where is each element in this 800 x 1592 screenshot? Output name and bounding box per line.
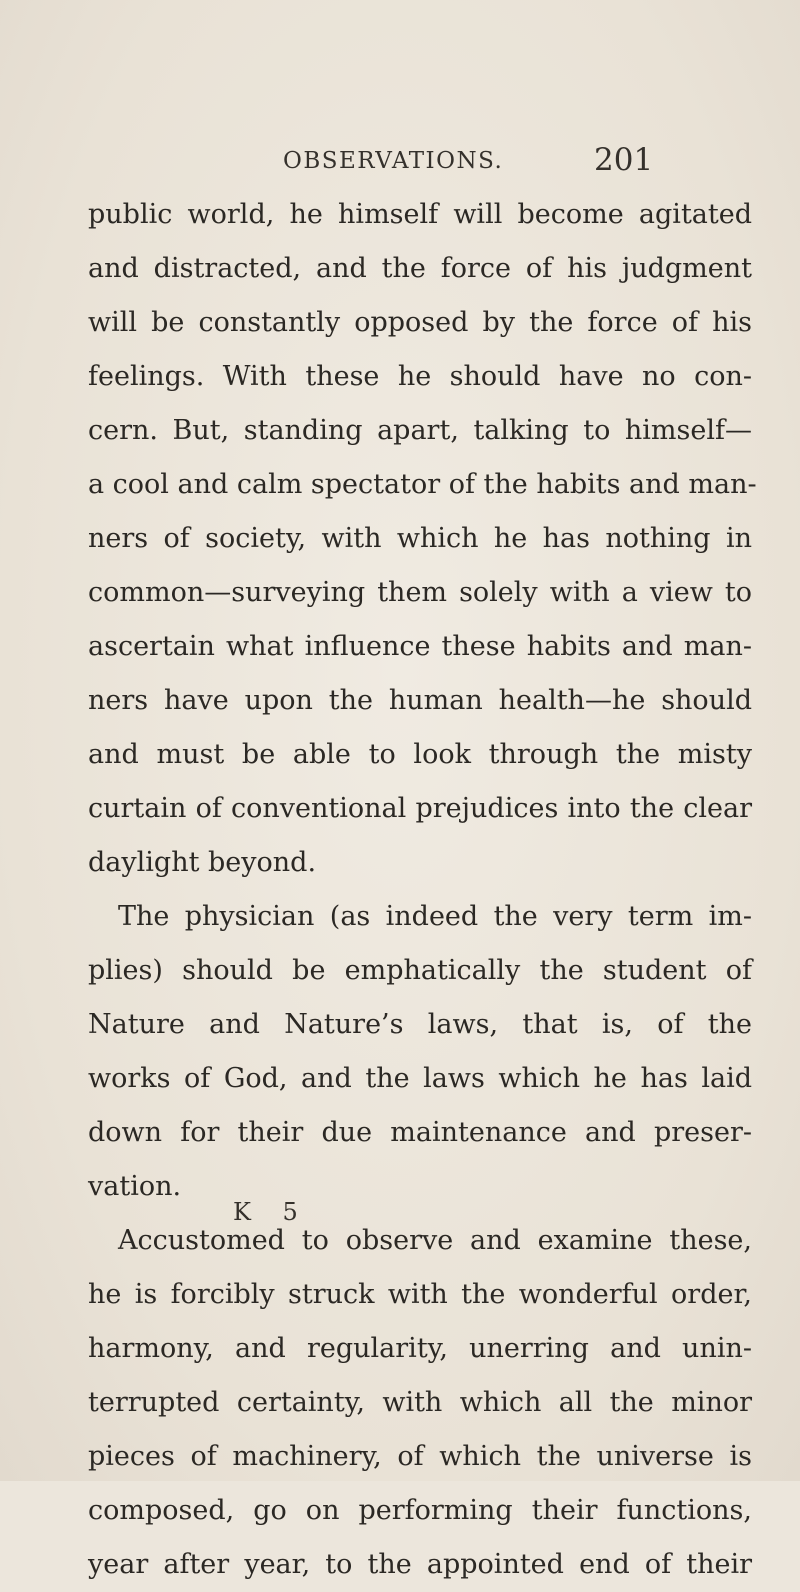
- text-line: down for their due maintenance and preser-: [88, 1117, 752, 1148]
- text-line: harmony, and regularity, unerring and unin-: [88, 1333, 752, 1364]
- text-line: ners of society, with which he has nothing in: [88, 523, 752, 554]
- running-head: [0, 142, 800, 186]
- text-line: ascertain what influence these habits and man-: [88, 631, 752, 662]
- text-line: cern. But, standing apart, talking to himself—: [88, 415, 752, 446]
- text-line: pieces of machinery, of which the universe is: [88, 1441, 752, 1472]
- body-text: [88, 188, 757, 1592]
- text-line: composed, go on performing their functions,: [88, 1495, 752, 1526]
- text-line: year after year, to the appointed end of their: [88, 1549, 752, 1580]
- text-line: and distracted, and the force of his judgment: [88, 253, 752, 284]
- text-line: and must be able to look through the misty: [88, 739, 752, 770]
- text-line: ners have upon the human health—he should: [88, 685, 752, 716]
- text-line: Accustomed to observe and examine these,: [118, 1225, 752, 1256]
- text-line: curtain of conventional prejudices into the clear: [88, 793, 752, 824]
- page-number: 201: [594, 142, 654, 178]
- text-line: plies) should be emphatically the student of: [88, 955, 752, 986]
- text-line: terrupted certainty, with which all the minor: [88, 1387, 752, 1418]
- running-title: OBSERVATIONS.: [283, 148, 504, 174]
- text-line: works of God, and the laws which he has laid: [88, 1063, 752, 1094]
- text-line: The physician (as indeed the very term im-: [118, 901, 752, 932]
- text-line: daylight beyond.: [88, 847, 317, 878]
- text-line: common—surveying them solely with a view to: [88, 577, 752, 608]
- text-line: a cool and calm spectator of the habits and man-: [88, 469, 757, 500]
- signature-mark: K 5: [233, 1198, 310, 1226]
- text-line: he is forcibly struck with the wonderful order,: [88, 1279, 752, 1310]
- text-line: public world, he himself will become agitated: [88, 199, 752, 230]
- text-line: feelings. With these he should have no con-: [88, 361, 752, 392]
- text-line: will be constantly opposed by the force of his: [88, 307, 752, 338]
- text-line: vation.: [88, 1171, 182, 1202]
- text-line: Nature and Nature’s laws, that is, of the: [88, 1009, 752, 1040]
